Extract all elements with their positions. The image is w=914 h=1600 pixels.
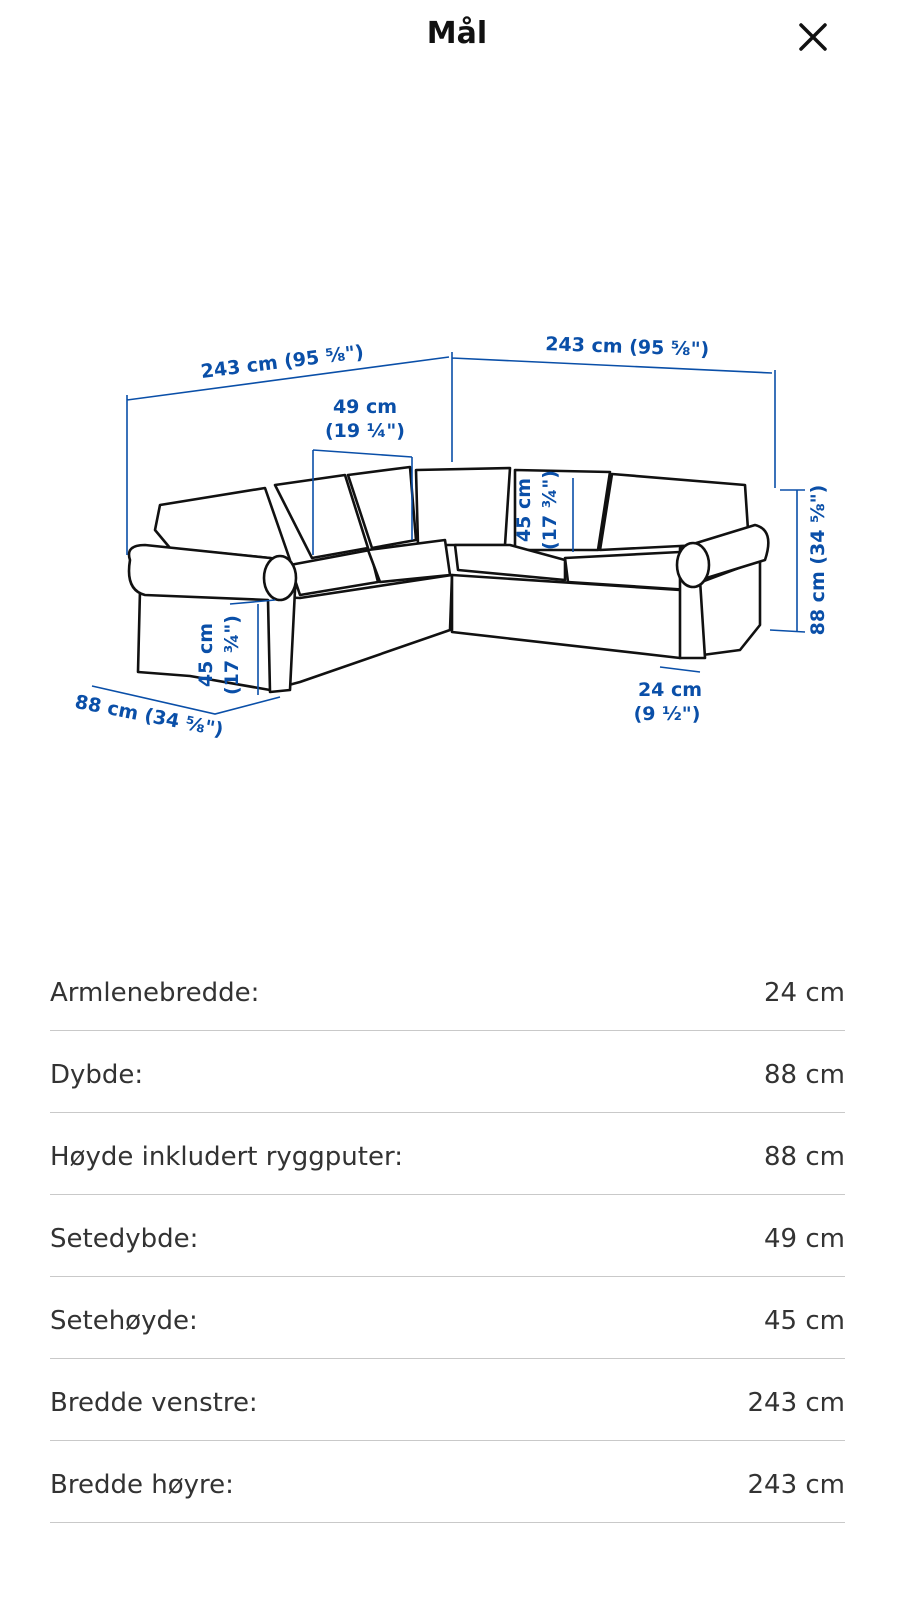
- seat-height-mid-in-label: (17 ¾"): [539, 470, 561, 550]
- page-title: Mål: [426, 16, 488, 51]
- dimensions-table: [50, 950, 845, 1523]
- spec-label: Dybde:: [50, 1059, 144, 1090]
- spec-label: Høyde inkludert ryggputer:: [50, 1141, 403, 1172]
- close-icon: [790, 14, 836, 60]
- spec-value: 88 cm: [764, 1141, 845, 1172]
- spec-value: 49 cm: [764, 1223, 845, 1254]
- spec-value: 88 cm: [764, 1059, 845, 1090]
- seat-height-left-cm-label: 45 cm: [195, 622, 217, 688]
- width-right-label: 243 cm (95 ⅝"): [544, 333, 710, 361]
- spec-label: Armlenebredde:: [50, 978, 260, 1008]
- seat-height-left-in-label: (17 ¾"): [221, 615, 243, 695]
- armrest-cm-label: 24 cm: [637, 679, 703, 701]
- seat-height-mid-cm-label: 45 cm: [513, 477, 535, 543]
- armrest-in-label: (9 ½"): [633, 703, 701, 725]
- spec-row: [50, 1031, 845, 1113]
- close-button[interactable]: [790, 14, 836, 60]
- spec-label: Setehøyde:: [50, 1305, 198, 1336]
- spec-label: Bredde høyre:: [50, 1469, 234, 1500]
- depth-label: 88 cm (34 ⅝"): [73, 690, 226, 742]
- seat-depth-in-label: (19 ¼"): [325, 420, 405, 442]
- spec-row: [50, 950, 845, 1031]
- spec-label: Bredde venstre:: [50, 1387, 258, 1418]
- height-label: 88 cm (34 ⅝"): [807, 484, 829, 636]
- spec-value: 45 cm: [764, 1305, 845, 1336]
- spec-row: [50, 1359, 845, 1441]
- width-left-label: 243 cm (95 ⅝"): [199, 341, 365, 383]
- spec-row: [50, 1195, 845, 1277]
- sofa-dimension-diagram: [0, 300, 914, 780]
- spec-row: [50, 1113, 845, 1195]
- spec-value: 243 cm: [747, 1387, 845, 1418]
- spec-row: [50, 1441, 845, 1523]
- spec-value: 24 cm: [764, 978, 845, 1008]
- spec-value: 243 cm: [747, 1469, 845, 1500]
- spec-label: Setedybde:: [50, 1223, 199, 1254]
- seat-depth-cm-label: 49 cm: [332, 396, 398, 418]
- spec-row: [50, 1277, 845, 1359]
